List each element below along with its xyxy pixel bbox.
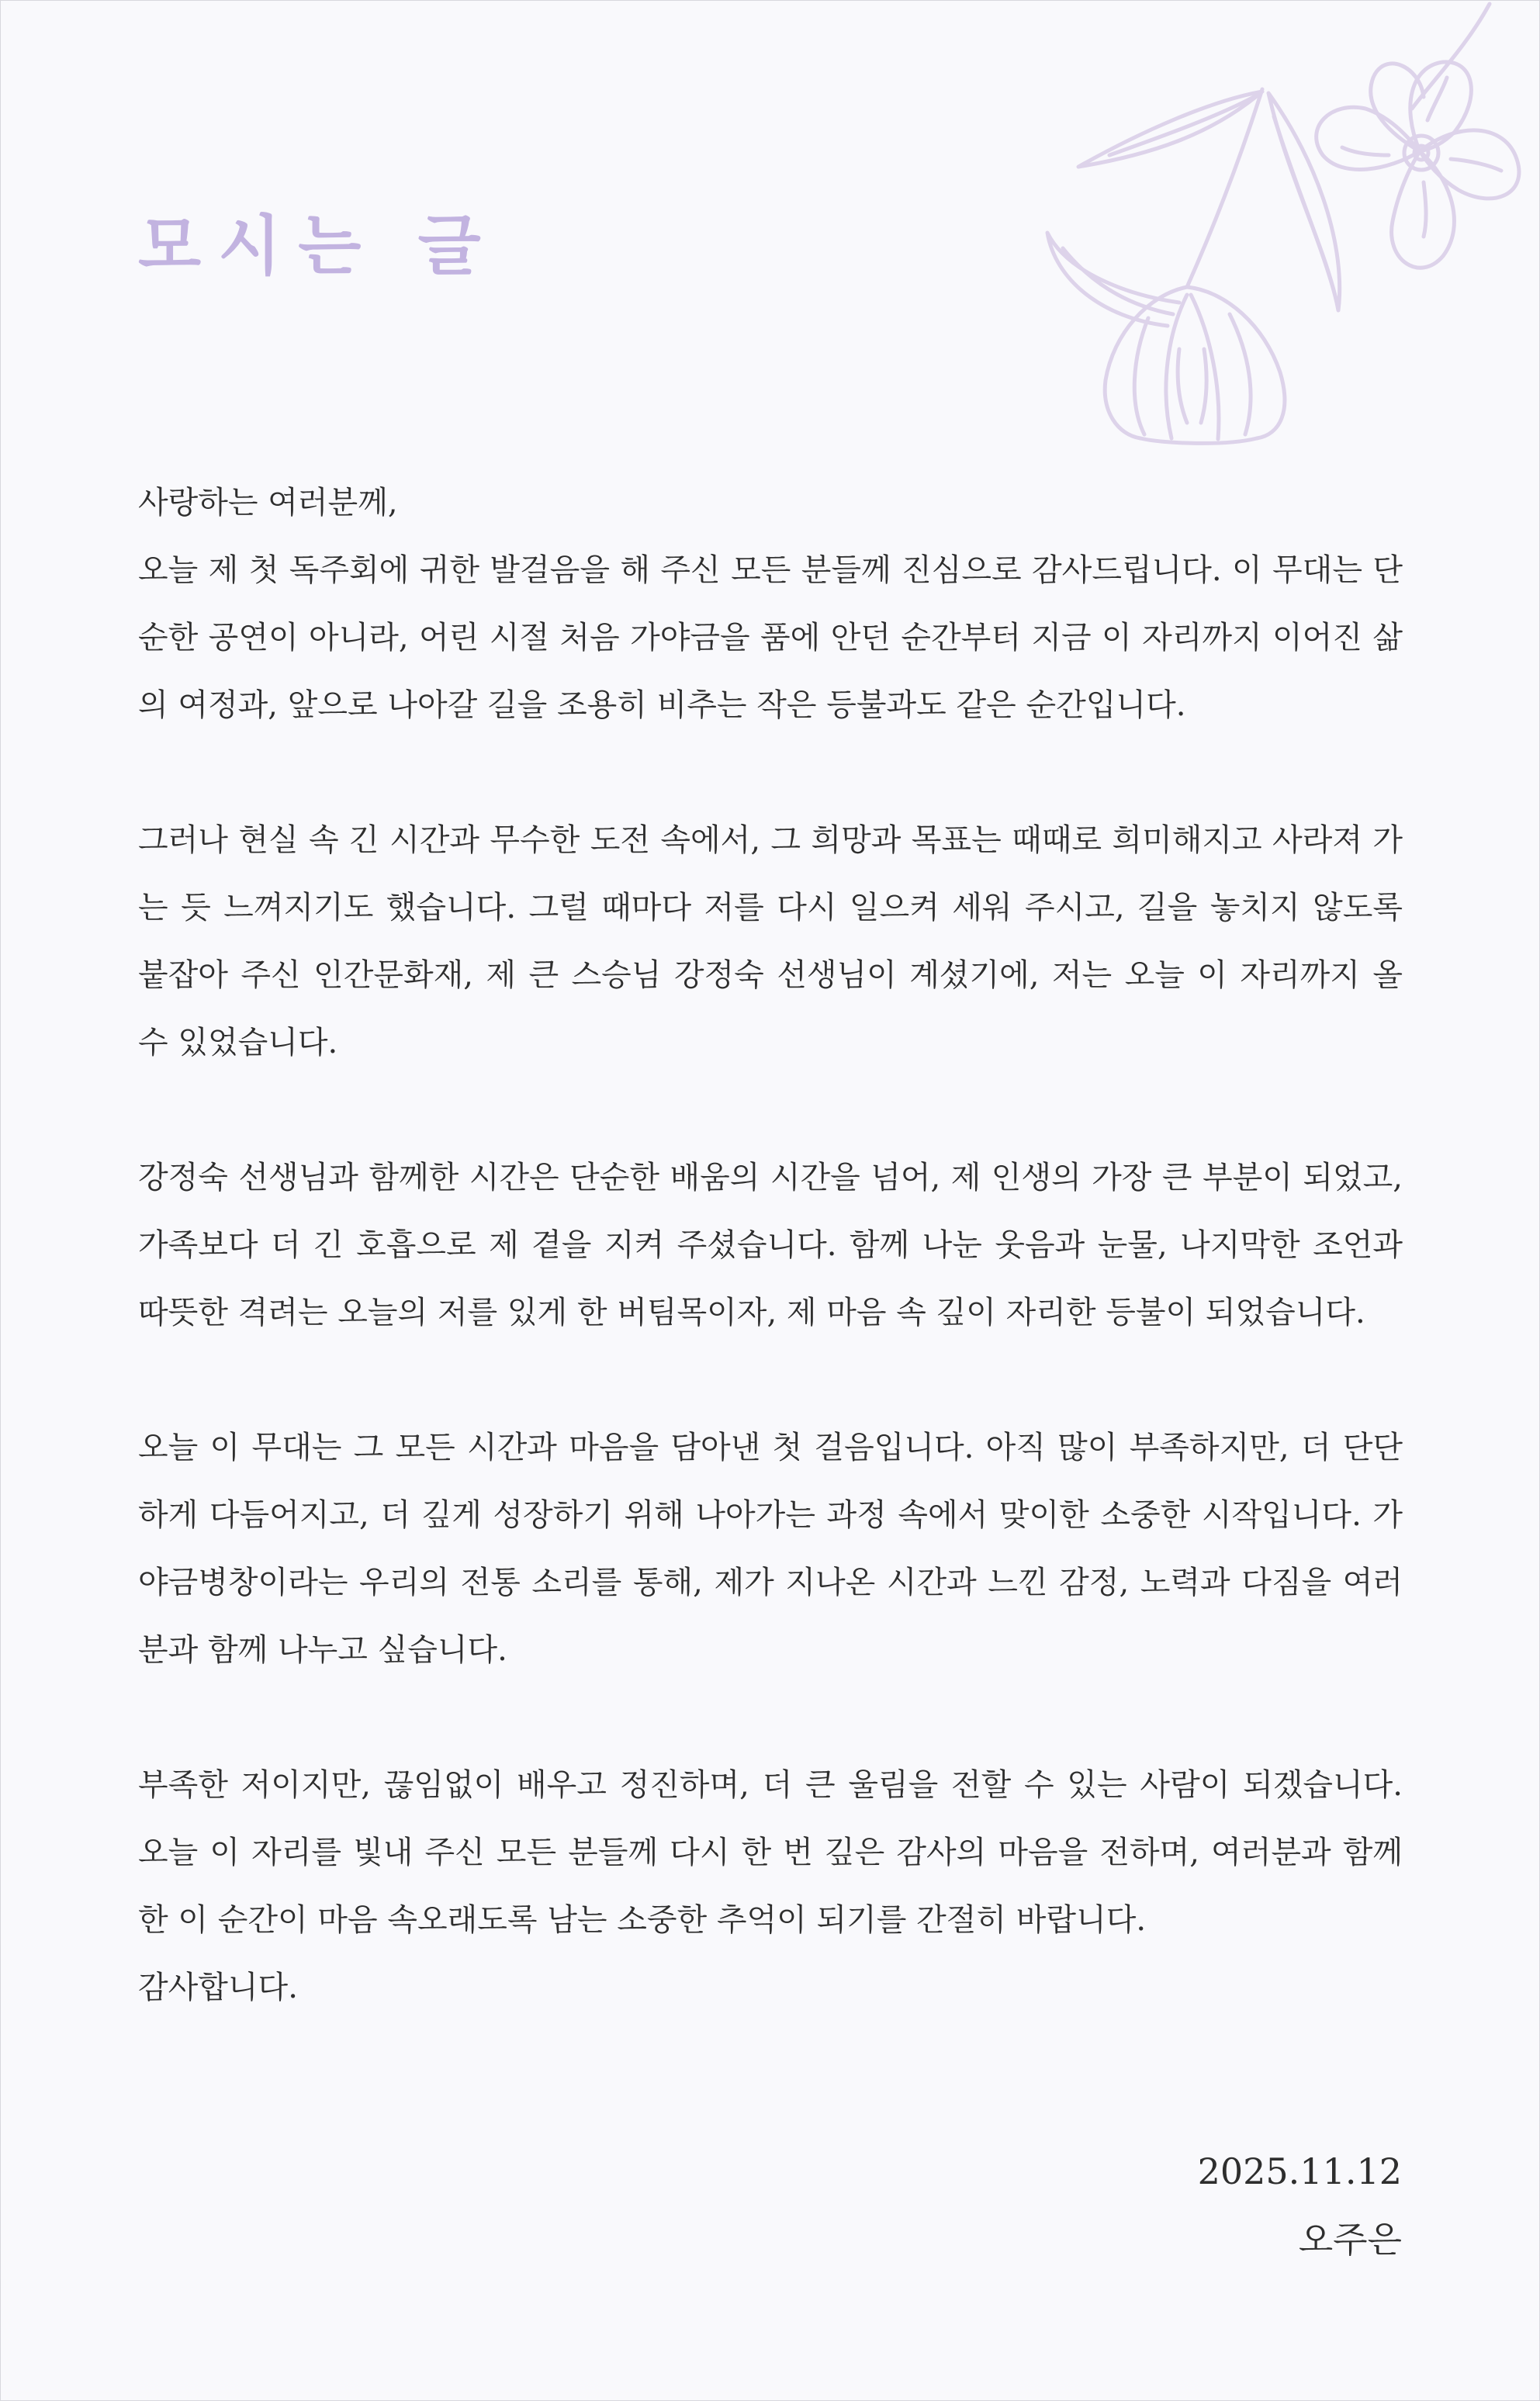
signature-block (1198, 2137, 1402, 2274)
flower-illustration (1032, 0, 1540, 450)
paragraph-2: 그러나 현실 속 긴 시간과 무수한 도전 속에서, 그 희망과 목표는 때때로 희미해지고 사라져 가는 듯 느껴지기도 했습니다. 그럴 때마다 저를 다시 일으켜 세워 주시고, 길을 놓치지 않도록 붙잡아 주신 인간문화재, 제 큰 스승님 강정숙 선생님이 계셨기에, 저는 오늘 이 자리까지 올 수 있었습니다. (138, 822, 1403, 1060)
page-title: 모시는 글 (138, 208, 498, 284)
author-name: 오주은 (1298, 2219, 1402, 2261)
paragraph-4: 오늘 이 무대는 그 모든 시간과 마음을 담아낸 첫 걸음입니다. 아직 많이 부족하지만, 더 단단하게 다듬어지고, 더 깊게 성장하기 위해 나아가는 과정 속에서 맞이한 소중한 시작입니다. 가야금병창이라는 우리의 전통 소리를 통해, 제가 지나온 시간과 느낀 감정, 노력과 다짐을 여러분과 함께 나누고 싶습니다. (138, 1430, 1403, 1668)
closing: 감사합니다. (138, 1970, 298, 2005)
paragraph-3: 강정숙 선생님과 함께한 시간은 단순한 배움의 시간을 넘어, 제 인생의 가장 큰 부분이 되었고, 가족보다 더 긴 호흡으로 제 곁을 지켜 주셨습니다. 함께 나눈 웃음과 눈물, 나지막한 조언과 따뜻한 격려는 오늘의 저를 있게 한 버팀목이자, 제 마음 속 깊이 자리한 등불이 되었습니다. (138, 1160, 1403, 1330)
letter-date: 2025.11.12 (1197, 2150, 1402, 2192)
greeting: 사랑하는 여러분께, (138, 485, 398, 521)
letter-body (138, 469, 1403, 2022)
paragraph-1: 오늘 제 첫 독주회에 귀한 발걸음을 해 주신 모든 분들께 진심으로 감사드립니다. 이 무대는 단순한 공연이 아니라, 어린 시절 처음 가야금을 품에 안던 순간부터 지금 이 자리까지 이어진 삶의 여정과, 앞으로 나아갈 길을 조용히 비추는 작은 등불과도 같은 순간입니다. (138, 552, 1403, 723)
paragraph-5: 부족한 저이지만, 끊임없이 배우고 정진하며, 더 큰 울림을 전할 수 있는 사람이 되겠습니다. 오늘 이 자리를 빛내 주신 모든 분들께 다시 한 번 깊은 감사의 마음을 전하며, 여러분과 함께한 이 순간이 마음 속오래도록 남는 소중한 추억이 되기를 간절히 바랍니다. (138, 1767, 1403, 1938)
